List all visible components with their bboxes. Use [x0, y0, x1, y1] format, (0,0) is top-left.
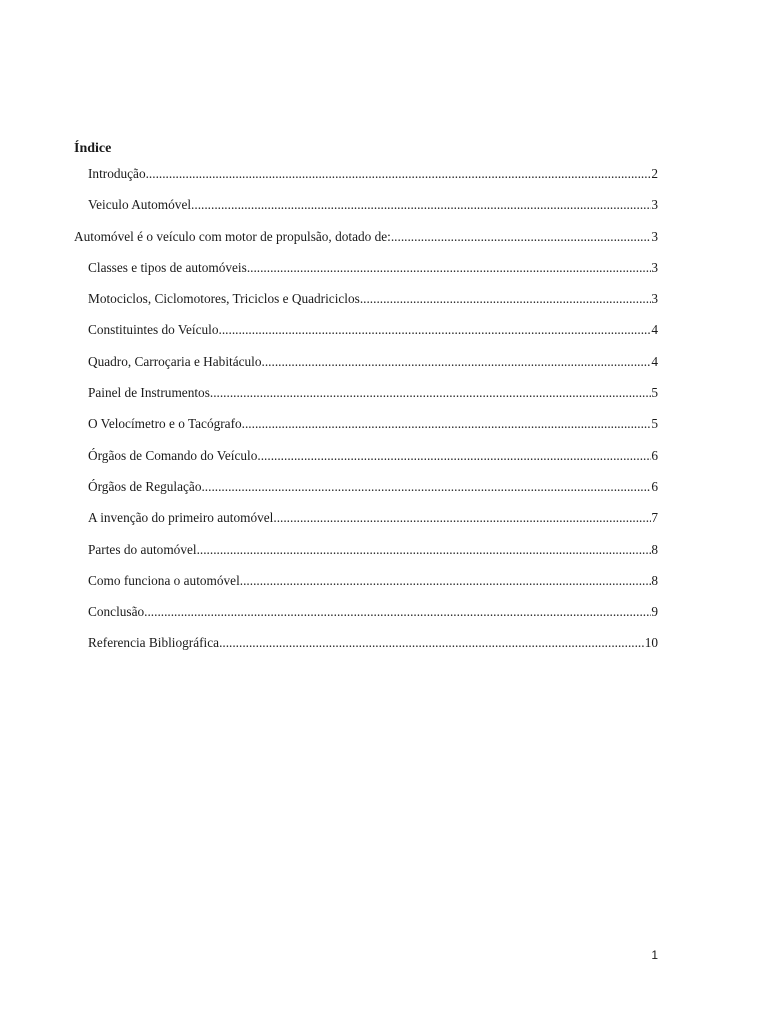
toc-entry-text: Automóvel é o veículo com motor de propulsão, dotado de: [74, 228, 391, 244]
footer-page-number: 1 [651, 948, 658, 962]
toc-entry[interactable] [74, 164, 658, 195]
toc-dot-leader [242, 414, 652, 434]
toc-entry-text: Constituintes do Veículo [88, 322, 219, 338]
toc-dot-leader [257, 446, 651, 466]
toc-entry-page: 4 [651, 353, 658, 369]
toc-dot-leader [219, 633, 645, 653]
toc-entry-page: 3 [651, 228, 658, 244]
toc-dot-leader [240, 571, 652, 591]
toc-entry-text: Partes do automóvel [88, 541, 197, 557]
toc-dot-leader [360, 289, 652, 309]
toc-entry-page: 2 [651, 166, 658, 181]
toc-entry-page: 3 [651, 197, 658, 213]
toc-dot-leader [262, 352, 652, 372]
toc-entry-page: 3 [651, 291, 658, 307]
toc-entry-text: Quadro, Carroçaria e Habitáculo [88, 353, 262, 369]
toc-dot-leader [219, 320, 652, 340]
toc-entry-page: 8 [651, 541, 658, 557]
toc-entry[interactable] [74, 227, 658, 258]
toc-dot-leader [191, 195, 651, 215]
toc-entry-page: 6 [651, 447, 658, 463]
toc-entry-text: A invenção do primeiro automóvel [88, 510, 274, 526]
toc-entry-page: 7 [651, 510, 658, 526]
table-of-contents [74, 164, 658, 665]
toc-entry[interactable] [74, 352, 658, 383]
toc-entry[interactable] [74, 258, 658, 289]
toc-entry[interactable] [74, 446, 658, 477]
toc-entry-page: 10 [644, 635, 658, 651]
toc-entry[interactable] [74, 571, 658, 602]
toc-entry[interactable] [74, 477, 658, 508]
toc-entry-page: 9 [651, 604, 658, 620]
toc-entry[interactable] [74, 289, 658, 320]
toc-title: Índice [74, 141, 112, 156]
toc-dot-leader [391, 227, 652, 247]
toc-dot-leader [144, 602, 651, 622]
toc-entry[interactable] [74, 195, 658, 226]
toc-dot-leader [197, 540, 652, 560]
toc-dot-leader [146, 164, 652, 184]
toc-dot-leader [247, 258, 652, 278]
toc-dot-leader [273, 508, 651, 528]
toc-entry-text: Como funciona o automóvel [88, 572, 240, 588]
toc-entry[interactable] [74, 414, 658, 445]
toc-entry[interactable] [74, 383, 658, 414]
toc-entry-page: 6 [651, 478, 658, 494]
toc-entry-text: Introdução [88, 166, 146, 181]
toc-entry-page: 3 [651, 259, 658, 275]
toc-entry-page: 4 [651, 322, 658, 338]
toc-entry-page: 5 [651, 416, 658, 432]
toc-entry-text: Conclusão [88, 604, 145, 620]
toc-entry[interactable] [74, 320, 658, 351]
toc-entry-text: Órgãos de Regulação [88, 478, 202, 494]
toc-entry-text: Painel de Instrumentos [88, 385, 210, 401]
toc-entry-page: 5 [651, 385, 658, 401]
toc-entry-text: Veiculo Automóvel [88, 197, 192, 213]
toc-dot-leader [201, 477, 651, 497]
toc-entry-text: O Velocímetro e o Tacógrafo [88, 416, 242, 432]
toc-dot-leader [210, 383, 651, 403]
toc-entry-text: Motociclos, Ciclomotores, Triciclos e Quadriciclos [88, 291, 360, 307]
toc-entry[interactable] [74, 540, 658, 571]
toc-entry-page: 8 [651, 572, 658, 588]
toc-entry[interactable] [74, 633, 658, 664]
toc-entry-text: Referencia Bibliográfica [88, 635, 220, 651]
toc-entry-text: Classes e tipos de automóveis [88, 259, 247, 275]
toc-entry[interactable] [74, 508, 658, 539]
toc-entry[interactable] [74, 602, 658, 633]
toc-entry-text: Órgãos de Comando do Veículo [88, 447, 258, 463]
